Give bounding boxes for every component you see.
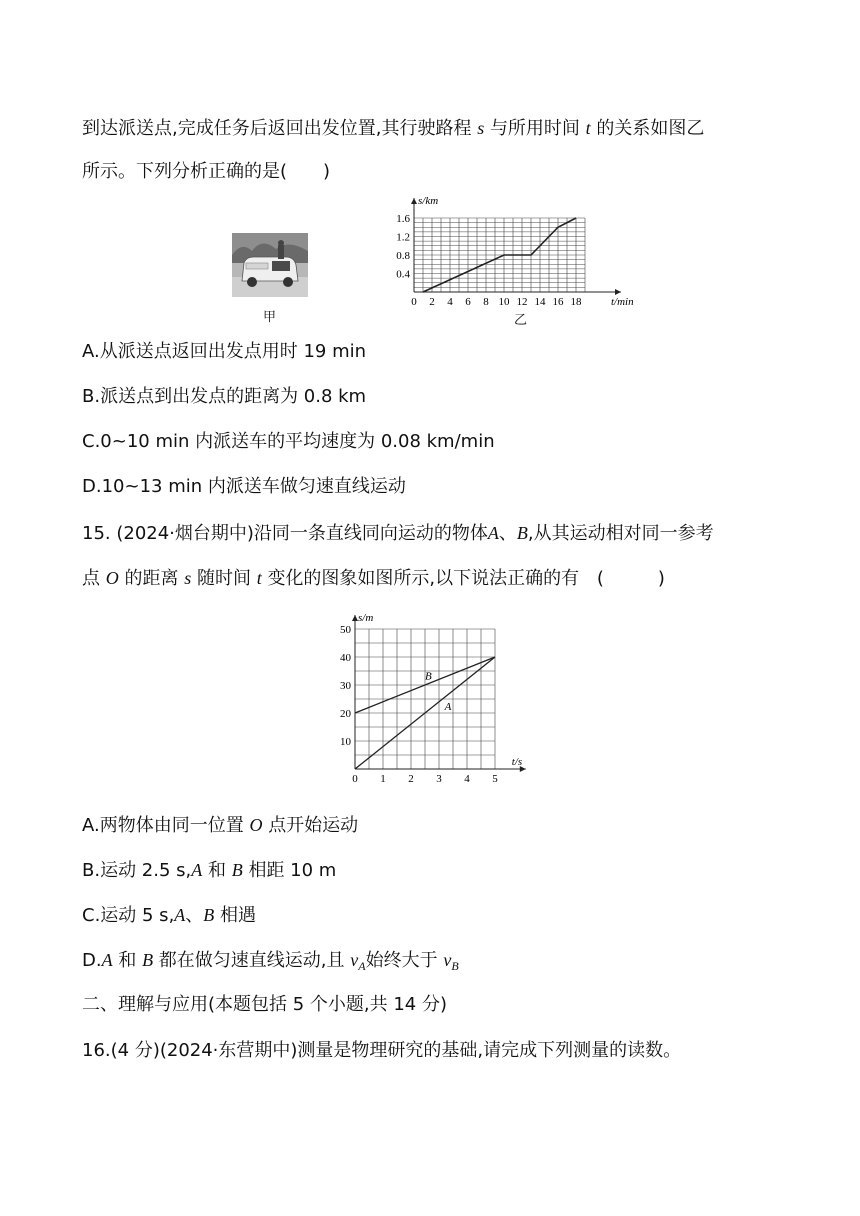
q15-stem-text: 随时间 xyxy=(196,568,251,589)
q14-option-b: B.派送点到出发点的距离为 0.8 km xyxy=(82,386,367,407)
q14-stem-text: 的关系如图乙 xyxy=(596,118,705,139)
q15-option-a xyxy=(82,813,358,838)
chart2-x-tick-label: 3 xyxy=(436,773,442,785)
q15-var-o: O xyxy=(105,568,119,588)
var-a: A xyxy=(101,950,113,970)
chart1-x-tick-label: 16 xyxy=(552,296,564,308)
chart2-x-tick-label: 4 xyxy=(464,773,470,785)
q15-stem-text: 、 xyxy=(498,523,517,544)
option-text: 和 xyxy=(118,950,137,971)
chart2-x-tick-label: 1 xyxy=(380,773,386,785)
option-text: B.运动 2.5 s, xyxy=(82,860,192,881)
q15-stem-line1 xyxy=(82,521,714,546)
q15-var-s: s xyxy=(184,568,192,588)
chart1-y-arrow xyxy=(411,198,417,204)
q14-stem-text: 与所用时间 xyxy=(489,118,580,139)
option-text: C.运动 5 s, xyxy=(82,905,175,926)
chart1-x-tick-label: 6 xyxy=(465,296,471,308)
chart2-y-tick-label: 20 xyxy=(340,708,351,720)
q14-var-t: t xyxy=(585,118,591,138)
chart2-x-tick-label: 0 xyxy=(352,773,358,785)
option-text: 始终大于 xyxy=(365,950,438,971)
q15-option-b xyxy=(82,858,336,883)
chart1-y-label: s/km xyxy=(418,195,439,207)
q15-stem-line2 xyxy=(82,566,665,591)
q14-option-a: A.从派送点返回出发点用时 19 min xyxy=(82,341,367,362)
chart1-x-arrow xyxy=(615,289,621,295)
q14-stem-line2: 所示。下列分析正确的是( ) xyxy=(82,161,331,182)
chart2-label-B: B xyxy=(425,670,432,683)
chart1-y-tick-label: 1.2 xyxy=(396,231,410,244)
var-b: B xyxy=(142,950,154,970)
chart1-y-tick-label: 1.6 xyxy=(396,213,410,225)
chart1-x-tick-label: 12 xyxy=(516,296,528,308)
option-text: 、 xyxy=(185,905,204,926)
q15-option-d xyxy=(82,948,459,978)
chart2-y-tick-label: 30 xyxy=(340,680,351,692)
option-text: D. xyxy=(82,950,102,971)
q15-var-b: B xyxy=(516,523,528,543)
chart1-y-tick-label: 0.4 xyxy=(396,268,410,281)
var-a: A xyxy=(174,905,186,925)
option-text: A.两物体由同一位置 xyxy=(82,815,244,836)
chart2-y-tick-label: 40 xyxy=(340,652,351,664)
option-text: 相遇 xyxy=(220,905,257,926)
photo-caption: 甲 xyxy=(263,310,277,325)
chart2-y-tick-label: 10 xyxy=(340,736,351,748)
q15-var-t: t xyxy=(256,568,262,588)
subscript-a: A xyxy=(358,959,366,973)
q14-option-d: D.10~13 min 内派送车做匀速直线运动 xyxy=(82,476,406,497)
chart2-x-tick-label: 2 xyxy=(408,773,414,785)
chart1-x-tick-label: 18 xyxy=(570,296,582,308)
q14-stem-text: 到达派送点,完成任务后返回出发位置,其行驶路程 xyxy=(82,118,472,139)
q15-var-a: A xyxy=(487,523,499,543)
var-v: v xyxy=(443,950,452,970)
chart1-grid xyxy=(414,218,585,292)
option-text: 相距 10 m xyxy=(248,860,337,881)
chart1-x-tick-label: 2 xyxy=(429,296,435,308)
chart1-x-tick-label: 0 xyxy=(411,296,417,308)
q15-stem-text: 的距离 xyxy=(124,568,179,589)
q15-option-c xyxy=(82,903,256,928)
var-v: v xyxy=(350,950,359,970)
q16-stem: 16.(4 分)(2024·东营期中)测量是物理研究的基础,请完成下列测量的读数。 xyxy=(82,1040,682,1061)
chart2-grid xyxy=(355,629,495,769)
var-b: B xyxy=(231,860,243,880)
chart1-x-tick-label: 14 xyxy=(534,296,546,308)
delivery-vehicle-photo xyxy=(232,233,308,297)
q14-option-c: C.0~10 min 内派送车的平均速度为 0.08 km/min xyxy=(82,431,495,452)
var-a: A xyxy=(191,860,203,880)
q15-stem-text: 15. (2024·烟台期中)沿同一条直线同向运动的物体 xyxy=(82,523,488,544)
option-text: 和 xyxy=(207,860,226,881)
chart1-x-tick-label: 10 xyxy=(498,296,510,308)
chart1-x-tick-label: 8 xyxy=(483,296,489,308)
q15-stem-text: 点 xyxy=(82,568,100,589)
chart2-y-label: s/m xyxy=(358,612,374,624)
option-text: 都在做匀速直线运动,且 xyxy=(158,950,345,971)
chart1-x-label: t/min xyxy=(611,296,634,308)
answer-bracket: ( ) xyxy=(596,568,665,589)
var-o: O xyxy=(249,815,263,835)
chart1-x-tick-label: 4 xyxy=(447,296,453,308)
subscript-b: B xyxy=(451,959,459,973)
chart2-label-A: A xyxy=(444,701,452,714)
distance-time-chart-ab xyxy=(330,612,540,792)
option-text: 点开始运动 xyxy=(268,815,359,836)
chart2-x-tick-label: 5 xyxy=(492,773,498,785)
section-heading: 二、理解与应用(本题包括 5 个小题,共 14 分) xyxy=(82,994,448,1015)
var-b: B xyxy=(203,905,215,925)
q14-var-s: s xyxy=(477,118,485,138)
q14-stem-line1 xyxy=(82,116,704,141)
q15-stem-text: ,从其运动相对同一参考 xyxy=(527,523,714,544)
chart2-x-label: t/s xyxy=(511,756,523,768)
chart2-y-tick-label: 50 xyxy=(340,624,351,636)
chart1-y-tick-label: 0.8 xyxy=(396,250,410,262)
chart1-caption: 乙 xyxy=(514,313,528,328)
q15-stem-text: 变化的图象如图所示,以下说法正确的有 xyxy=(267,568,580,589)
